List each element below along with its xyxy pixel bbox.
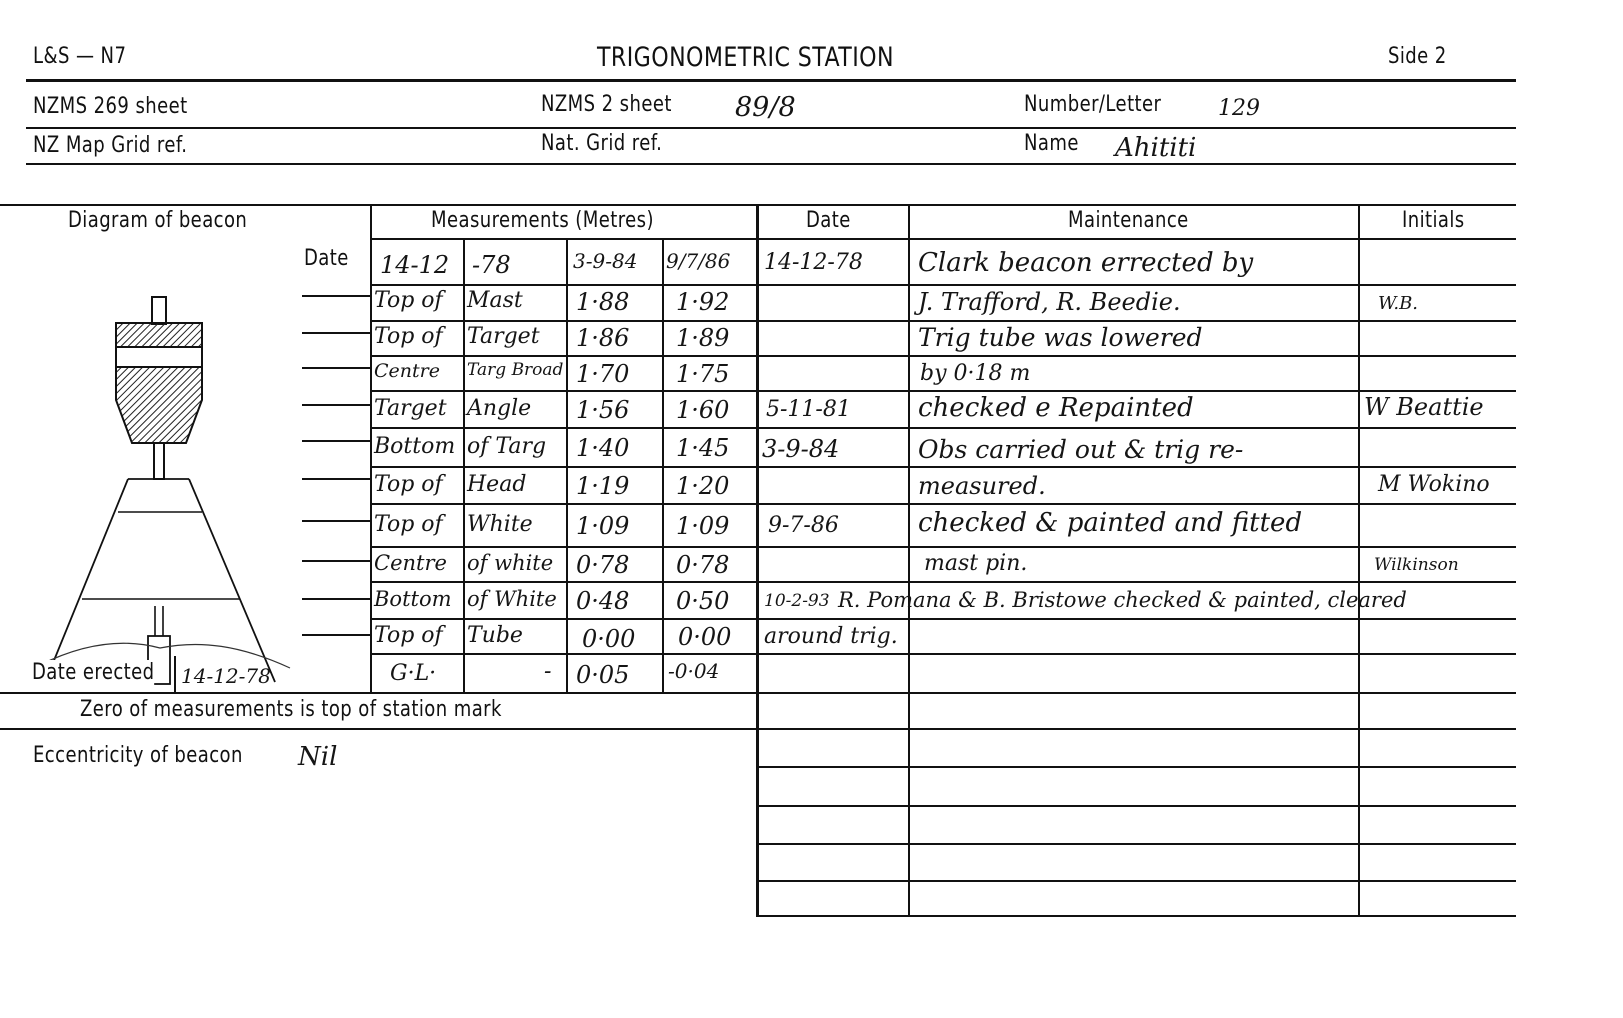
maint-text: J. Trafford, R. Beedie.: [918, 288, 1181, 316]
meas-value-1: 0·48: [576, 587, 630, 615]
meas-value-2: 0·78: [676, 551, 730, 579]
meas-value-1: 0·05: [576, 661, 630, 689]
maint-date: 10-2-93: [764, 591, 830, 611]
meas-part-a: Top of: [374, 288, 443, 313]
meas-value-2: 0·00: [678, 623, 732, 651]
meas-value-2: 1·75: [676, 360, 730, 388]
meas-value-1: 1·19: [576, 472, 630, 500]
meas-date-col-3: 3-9-84: [573, 249, 638, 273]
meas-part-a: Top of: [374, 512, 443, 537]
eccentricity-label: Eccentricity of beacon: [33, 743, 243, 768]
meas-part-b: Head: [467, 472, 527, 497]
meas-part-b: White: [467, 512, 533, 537]
meas-date-col-4: 9/7/86: [666, 249, 731, 273]
meas-value-1: 0·78: [576, 551, 630, 579]
measurements-header: Measurements (Metres): [431, 208, 654, 233]
maint-date: 5-11-81: [766, 397, 851, 422]
meas-part-a: Bottom: [374, 434, 456, 459]
page-title: TRIGONOMETRIC STATION: [597, 42, 894, 73]
meas-value-2: -0·04: [668, 659, 720, 683]
maint-text: Obs carried out & trig re-: [918, 435, 1244, 464]
meas-value-1: 1·40: [576, 434, 630, 462]
meas-part-b: of white: [467, 551, 554, 575]
meas-value-2: 1·92: [676, 288, 730, 316]
meas-value-2: 1·45: [676, 434, 730, 462]
side-label: Side 2: [1388, 44, 1447, 69]
date-erected-box: [174, 656, 176, 692]
meas-value-1: 1·86: [576, 324, 630, 352]
meas-part-b: Target: [467, 324, 540, 349]
meas-value-2: 1·09: [676, 512, 730, 540]
maint-text: checked & painted and fitted: [918, 508, 1303, 538]
meas-part-a: Top of: [374, 623, 443, 648]
meas-part-b: Angle: [467, 396, 532, 421]
meas-part-b: -: [544, 659, 552, 684]
meas-part-a: Target: [374, 396, 447, 421]
meas-part-b: of White: [467, 587, 557, 611]
meas-value-2: 1·20: [676, 472, 730, 500]
meas-part-a: G·L·: [390, 661, 437, 686]
meas-part-b: of Targ: [467, 434, 547, 459]
maint-text: measured.: [918, 472, 1046, 500]
maint-text: by 0·18 m: [920, 361, 1031, 386]
meas-value-1: 1·09: [576, 512, 630, 540]
meas-part-b: Mast: [467, 288, 523, 313]
maint-text: mast pin.: [924, 551, 1028, 576]
natgrid-label: Nat. Grid ref.: [541, 131, 663, 156]
initials-header: Initials: [1402, 208, 1465, 233]
meas-part-b: Tube: [467, 623, 523, 648]
meas-value-1: 1·56: [576, 396, 630, 424]
maint-date: 9-7-86: [768, 513, 839, 538]
date-label: Date: [304, 246, 349, 271]
number-letter-value: 129: [1218, 96, 1260, 121]
mapgrid-label: NZ Map Grid ref.: [33, 133, 188, 158]
station-name: Ahititi: [1115, 133, 1197, 163]
date-erected-value: 14-12-78: [181, 664, 271, 688]
meas-part-a: Top of: [374, 472, 443, 497]
meas-value-1: 0·00: [582, 625, 636, 653]
maint-date-header: Date: [806, 208, 851, 233]
maint-initials: W.B.: [1378, 293, 1419, 314]
form-code: L&S — N7: [33, 44, 127, 69]
maint-initials: M Wokino: [1378, 472, 1490, 497]
meas-date-col-1: 14-12: [380, 251, 450, 279]
nzms2-value: 89/8: [735, 92, 796, 123]
meas-value-2: 1·89: [676, 324, 730, 352]
meas-part-a: Bottom: [374, 587, 452, 611]
maint-text: around trig.: [764, 624, 898, 649]
maint-text: Trig tube was lowered: [918, 323, 1203, 352]
meas-part-a: Top of: [374, 324, 443, 349]
nzms2-label: NZMS 2 sheet: [541, 92, 672, 117]
maint-initials: W Beattie: [1364, 393, 1484, 421]
maint-initials: Wilkinson: [1374, 555, 1459, 575]
maint-text: R. Pomana & B. Bristowe checked & painted, cleared: [838, 588, 1407, 612]
nzms269-label: NZMS 269 sheet: [33, 94, 188, 119]
maint-text: checked e Repainted: [918, 393, 1194, 423]
meas-value-1: 1·88: [576, 288, 630, 316]
maintenance-header: Maintenance: [1068, 208, 1189, 233]
meas-part-a: Centre: [374, 360, 440, 382]
meas-value-2: 0·50: [676, 587, 730, 615]
name-label: Name: [1024, 131, 1079, 156]
number-letter-label: Number/Letter: [1024, 92, 1162, 117]
meas-value-2: 1·60: [676, 396, 730, 424]
maint-text: Clark beacon errected by: [918, 248, 1254, 278]
meas-part-b: Targ Broad: [467, 360, 564, 380]
maint-date: 3-9-84: [762, 435, 840, 463]
zero-note: Zero of measurements is top of station mark: [80, 697, 502, 722]
date-erected-label: Date erected: [32, 660, 155, 685]
meas-part-a: Centre: [374, 551, 447, 575]
diagram-label: Diagram of beacon: [68, 208, 248, 233]
eccentricity-value: Nil: [298, 742, 338, 772]
maint-date: 14-12-78: [764, 250, 863, 275]
meas-value-1: 1·70: [576, 360, 630, 388]
meas-date-col-2: -78: [472, 251, 511, 279]
